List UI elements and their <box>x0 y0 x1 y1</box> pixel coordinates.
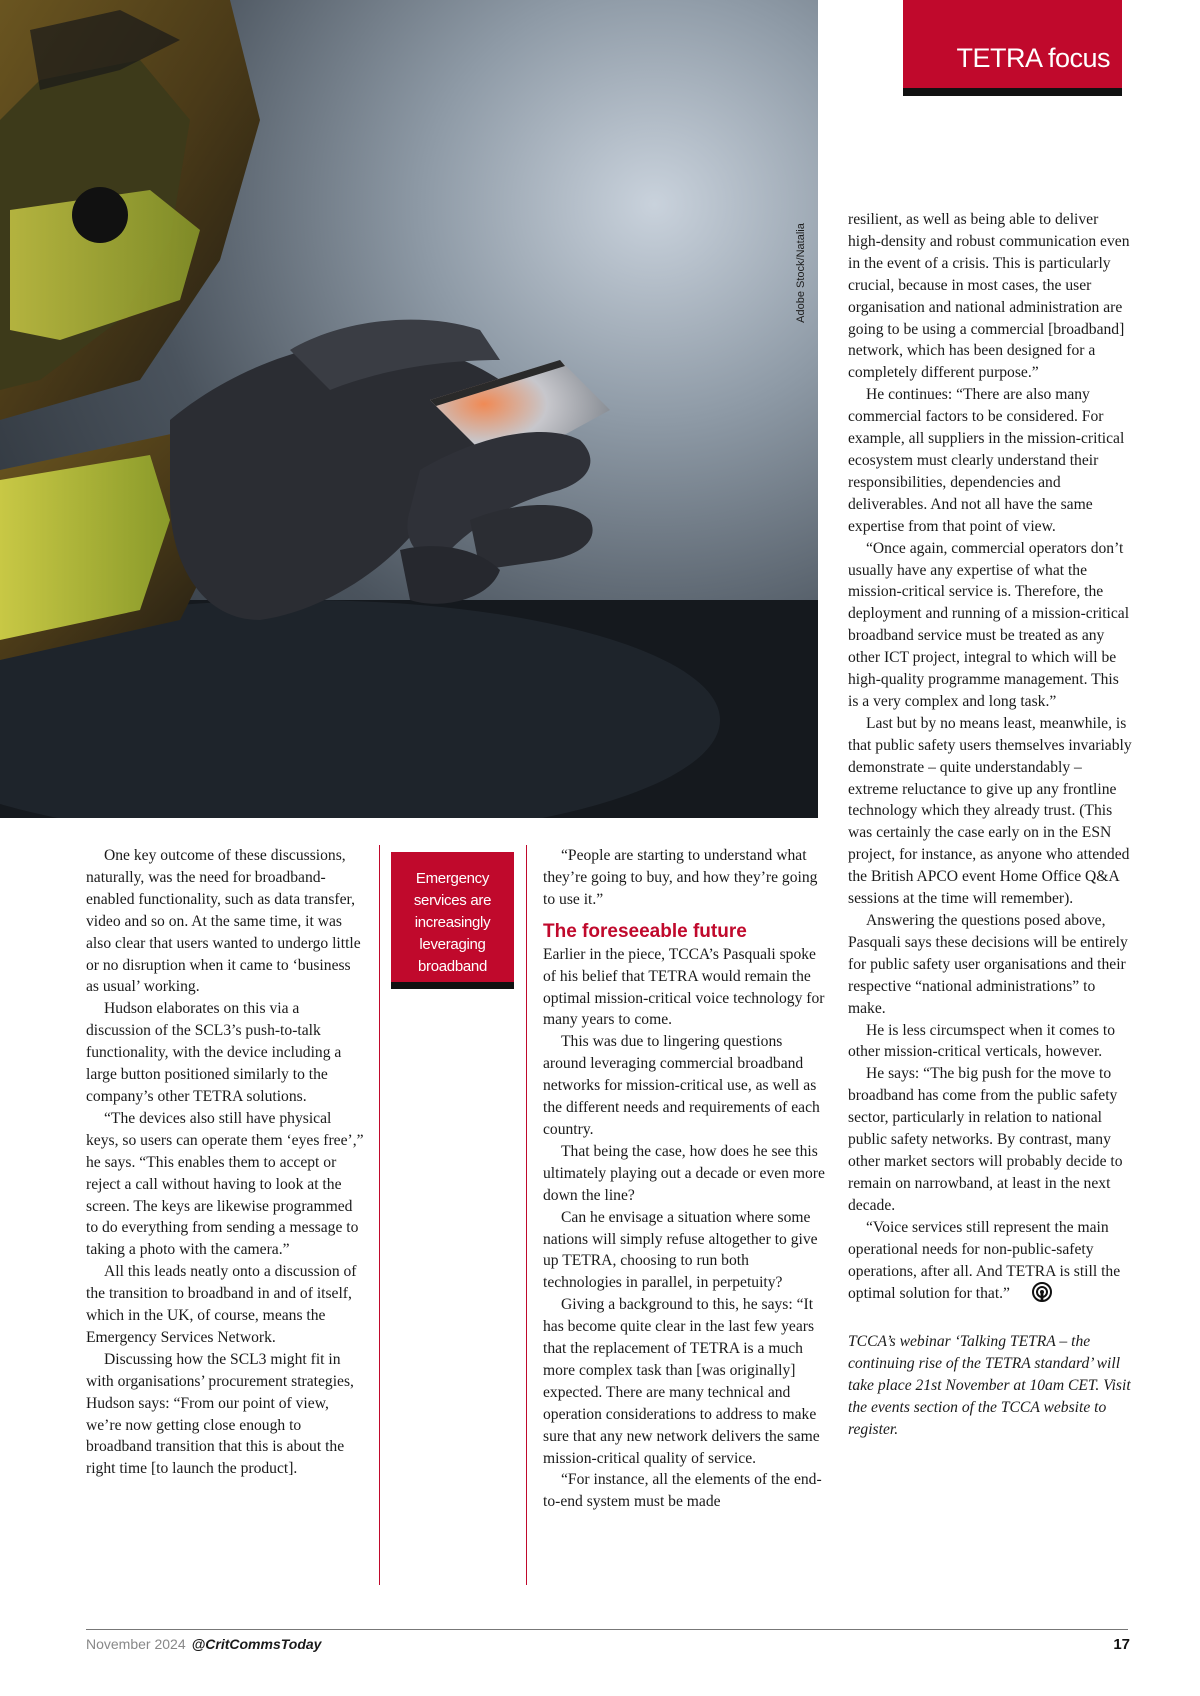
paragraph: Hudson elaborates on this via a discussion of the SCL3’s push-to-talk functionality, with the device including a large button positioned similarly to the company’s other TETRA solutions. <box>86 1000 342 1105</box>
paragraph: Answering the questions posed above, Pasquali says these decisions will be entirely for public safety user organisations and their respective “national administrations” to make. <box>848 912 1128 1017</box>
article-column-1 <box>86 845 366 1480</box>
last-paragraph <box>848 1217 1133 1310</box>
paragraph: “People are starting to understand what they’re going to buy, and how they’re going to use it.” <box>543 847 818 908</box>
end-mark-icon <box>1014 1282 1052 1309</box>
paragraph: Giving a background to this, he says: “It has become quite clear in the last few years that the replacement of TETRA is a much more complex task than [was originally] expected. There are many technical and operation considerations to address to make sure that any new network delivers the same mission-critical quality of service. <box>543 1296 820 1467</box>
paragraph: “For instance, all the elements of the end-to-end system must be made <box>543 1471 822 1511</box>
event-note: TCCA’s webinar ‘Talking TETRA – the continuing rise of the TETRA standard’ will take place 21st November at 10am CET. Visit the events section of the TCCA website to register. <box>848 1333 1131 1438</box>
paragraph: Last but by no means least, meanwhile, is that public safety users themselves invariably demonstrate – quite understandably – extreme reluctance to give up any frontline technology which they already trust. (This was certainly the case early on in the ESN project, for instance, as anyone who attended the British APCO event Home Office Q&A sessions at the time will remember). <box>848 714 1132 908</box>
footer <box>86 1636 321 1652</box>
hero-photo <box>0 0 818 818</box>
paragraph: “The devices also still have physical keys, so users can operate them ‘eyes free’,” he says. “This enables them to accept or reject a call without having to look at the screen. The keys are likewise programmed to do everything from sending a message to taking a photo with the camera.” <box>86 1109 364 1259</box>
paragraph: Can he envisage a situation where some nations will simply refuse altogether to give up TETRA, choosing to run both technologies in parallel, in perpetuity? <box>543 1208 818 1292</box>
paragraph: He continues: “There are also many commercial factors to be considered. For example, all suppliers in the mission-critical ecosystem must clearly understand their responsibilities, dependencies and deliverables. And not all have the same expertise from that point of view. <box>848 386 1125 535</box>
column-divider-right <box>526 845 527 1585</box>
paragraph: He says: “The big push for the move to broadband has come from the public safety sector, particularly in relation to national public safety networks. By contrast, many other market sectors will probably decide to remain on narrowband, at least in the next decade. <box>848 1065 1123 1214</box>
section-tab-label: TETRA focus <box>956 43 1110 73</box>
photo-credit: Adobe Stock/Natalia <box>795 223 807 323</box>
issue-date: November 2024 <box>86 1636 186 1652</box>
page-number: 17 <box>1113 1636 1130 1653</box>
paragraph: resilient, as well as being able to deliver high-density and robust communication even in the event of a crisis. This is particularly crucial, because in most cases, the user organisation and national administration are going to be using a commercial [broadband] network, which has been designed for a completely different purpose.” <box>848 211 1130 382</box>
paragraph: “Once again, commercial operators don’t usually have any expertise of what the mission-critical service is. Therefore, the deployment and running of a mission-critical broadband service must be treated as any other ICT project, integral to which will be high-quality programme management. This is a very complex and long task.” <box>848 539 1130 710</box>
paragraph-text: “Voice services still represent the main operational needs for non-public-safety operations, after all. And TETRA is still the optimal solution for that.” <box>848 1218 1121 1303</box>
paragraph: Discussing how the SCL3 might fit in with organisations’ procurement strategies, Hudson says: “From our point of view, we’re now getting close enough to broadband transition that this is about the right time [to launch the product]. <box>86 1350 354 1478</box>
social-handle: @CritCommsToday <box>191 1636 322 1652</box>
footer-rule <box>86 1629 1128 1630</box>
article-column-2 <box>543 845 828 1513</box>
paragraph: All this leads neatly onto a discussion of the transition to broadband in and of itself, which in the UK, of course, means the Emergency Services Network. <box>86 1263 357 1346</box>
paragraph: Earlier in the piece, TCCA’s Pasquali spoke of his belief that TETRA would remain the optimal mission-critical voice technology for many years to come. <box>543 945 825 1029</box>
section-tab <box>903 0 1122 96</box>
firefighter-phone-illustration <box>0 0 818 818</box>
paragraph: He is less circumspect when it comes to other mission-critical verticals, however. <box>848 1021 1116 1061</box>
pull-quote <box>391 852 514 989</box>
paragraph: That being the case, how does he see this ultimately playing out a decade or even more down the line? <box>543 1142 825 1204</box>
pull-quote-text: Emergency services are increasingly leveraging broadband <box>413 870 492 975</box>
column-divider-left <box>379 845 380 1585</box>
article-column-3 <box>848 209 1133 1441</box>
paragraph: One key outcome of these discussions, naturally, was the need for broadband-enabled functionality, such as data transfer, video and so on. At the same time, it was also clear that users wanted to undergo little or no disruption when it came to ‘business as usual’ working. <box>86 847 361 996</box>
section-heading: The foreseeable future <box>543 920 747 942</box>
paragraph: This was due to lingering questions around leveraging commercial broadband networks for mission-critical use, as well as the different needs and requirements of each country. <box>543 1033 820 1138</box>
